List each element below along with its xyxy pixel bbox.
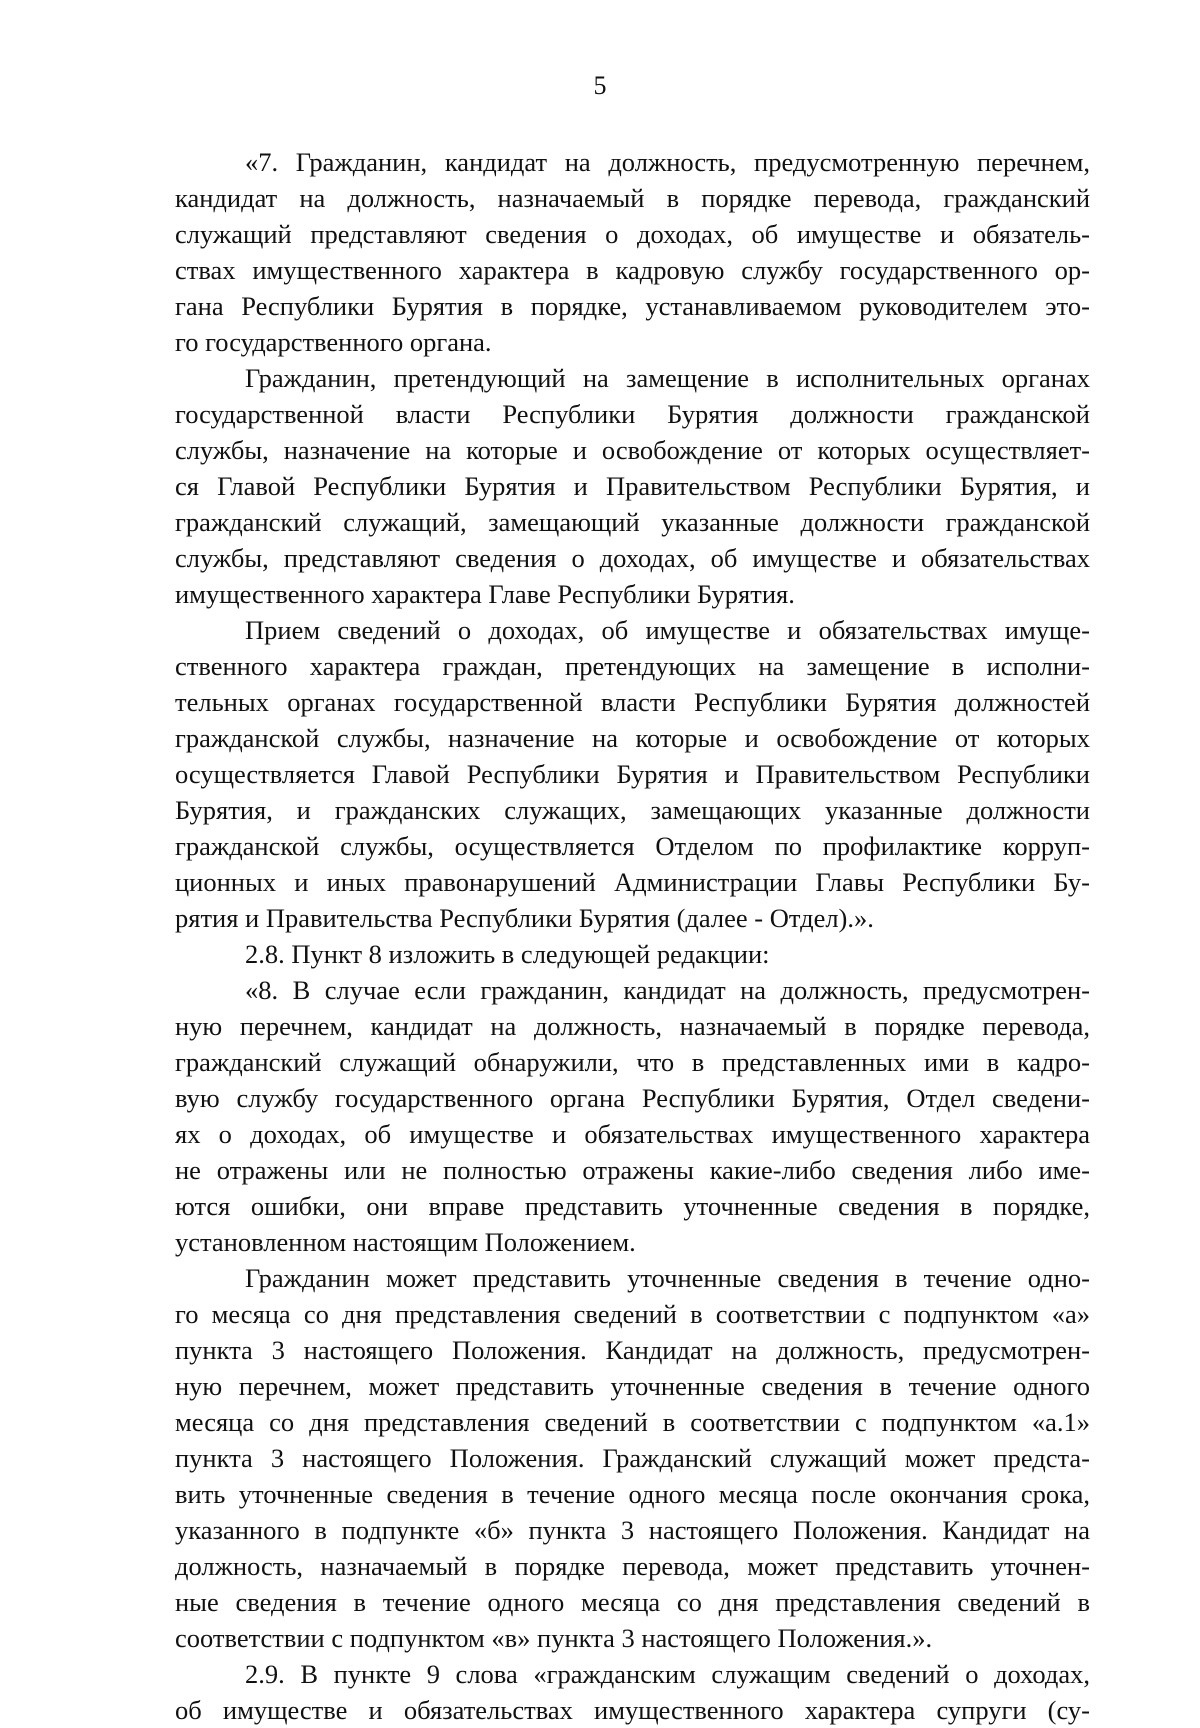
text-line: гражданский служащий, замещающий указанные должности гражданской — [175, 507, 1090, 537]
text-line: ную перечнем, может представить уточненные сведения в течение одного — [175, 1371, 1090, 1401]
text-line: Прием сведений о доходах, об имуществе и обязательствах имуще- — [245, 615, 1090, 645]
text-line: рятия и Правительства Республики Бурятия (далее - Отдел).». — [175, 903, 874, 933]
text-line: вую службу государственного органа Республики Бурятия, Отдел сведени- — [175, 1083, 1090, 1113]
text-line: гражданской службы, назначение на которые и освобождение от которых — [175, 723, 1090, 753]
text-line: имущественного характера Главе Республики Бурятия. — [175, 579, 795, 609]
text-line: ционных и иных правонарушений Администрации Главы Республики Бу- — [175, 867, 1090, 897]
text-line: должность, назначаемый в порядке перевода, может представить уточнен- — [175, 1551, 1090, 1581]
text-line: служащий представляют сведения о доходах, об имуществе и обязатель- — [175, 219, 1090, 249]
text-line: осуществляется Главой Республики Бурятия и Правительством Республики — [175, 759, 1090, 789]
text-line: тельных органах государственной власти Республики Бурятия должностей — [175, 687, 1090, 717]
text-line: ные сведения в течение одного месяца со дня представления сведений в — [175, 1587, 1090, 1617]
text-line: об имуществе и обязательствах имущественного характера супруги (су- — [175, 1695, 1090, 1725]
text-line: вить уточненные сведения в течение одного месяца после окончания срока, — [175, 1479, 1090, 1509]
text-line: пункта 3 настоящего Положения. Кандидат на должность, предусмотрен- — [175, 1335, 1090, 1365]
text-line: службы, назначение на которые и освобождение от которых осуществляет- — [175, 435, 1090, 465]
text-line: гражданский служащий обнаружили, что в представленных ими в кадро- — [175, 1047, 1090, 1077]
text-line: Гражданин может представить уточненные сведения в течение одно- — [245, 1263, 1090, 1293]
paragraph — [175, 360, 1090, 612]
text-line: ствах имущественного характера в кадровую службу государственного ор- — [175, 255, 1090, 285]
text-line: пункта 3 настоящего Положения. Гражданский служащий может предста- — [175, 1443, 1090, 1473]
paragraph — [175, 972, 1090, 1260]
text-line: «7. Гражданин, кандидат на должность, предусмотренную перечнем, — [245, 147, 1090, 177]
page-number: 5 — [593, 71, 607, 100]
text-line: го государственного органа. — [175, 327, 492, 357]
text-line: службы, представляют сведения о доходах, об имуществе и обязательствах — [175, 543, 1090, 573]
text-line: указанного в подпункте «б» пункта 3 настоящего Положения. Кандидат на — [175, 1515, 1090, 1545]
paragraph — [175, 936, 1090, 972]
text-line: Гражданин, претендующий на замещение в исполнительных органах — [245, 363, 1090, 393]
paragraph — [175, 1656, 1090, 1728]
text-line: гана Республики Бурятия в порядке, устанавливаемом руководителем это- — [175, 291, 1090, 321]
text-line: ственного характера граждан, претендующих на замещение в исполни- — [175, 651, 1090, 681]
text-line: ную перечнем, кандидат на должность, назначаемый в порядке перевода, — [175, 1011, 1090, 1041]
text-line: «8. В случае если гражданин, кандидат на должность, предусмотрен- — [245, 975, 1090, 1005]
text-line: месяца со дня представления сведений в соответствии с подпунктом «а.1» — [175, 1407, 1090, 1437]
text-line: го месяца со дня представления сведений в соответствии с подпунктом «а» — [175, 1299, 1090, 1329]
text-line: ях о доходах, об имуществе и обязательствах имущественного характера — [175, 1119, 1090, 1149]
text-line: Бурятия, и гражданских служащих, замещающих указанные должности — [175, 795, 1090, 825]
text-line: ются ошибки, они вправе представить уточненные сведения в порядке, — [175, 1191, 1090, 1221]
paragraph — [175, 144, 1090, 360]
text-line: соответствии с подпунктом «в» пункта 3 настоящего Положения.». — [175, 1623, 933, 1653]
text-line: ся Главой Республики Бурятия и Правительством Республики Бурятия, и — [175, 471, 1090, 501]
text-line: 2.9. В пункте 9 слова «гражданским служащим сведений о доходах, — [245, 1659, 1090, 1689]
text-line: установленном настоящим Положением. — [175, 1227, 636, 1257]
paragraph — [175, 1260, 1090, 1656]
text-line: гражданской службы, осуществляется Отделом по профилактике корруп- — [175, 831, 1090, 861]
document-body — [175, 144, 1090, 1728]
text-line: 2.8. Пункт 8 изложить в следующей редакции: — [245, 939, 770, 969]
text-line: государственной власти Республики Бурятия должности гражданской — [175, 399, 1090, 429]
text-line: не отражены или не полностью отражены какие-либо сведения либо име- — [175, 1155, 1090, 1185]
text-line: кандидат на должность, назначаемый в порядке перевода, гражданский — [175, 183, 1090, 213]
paragraph — [175, 612, 1090, 936]
